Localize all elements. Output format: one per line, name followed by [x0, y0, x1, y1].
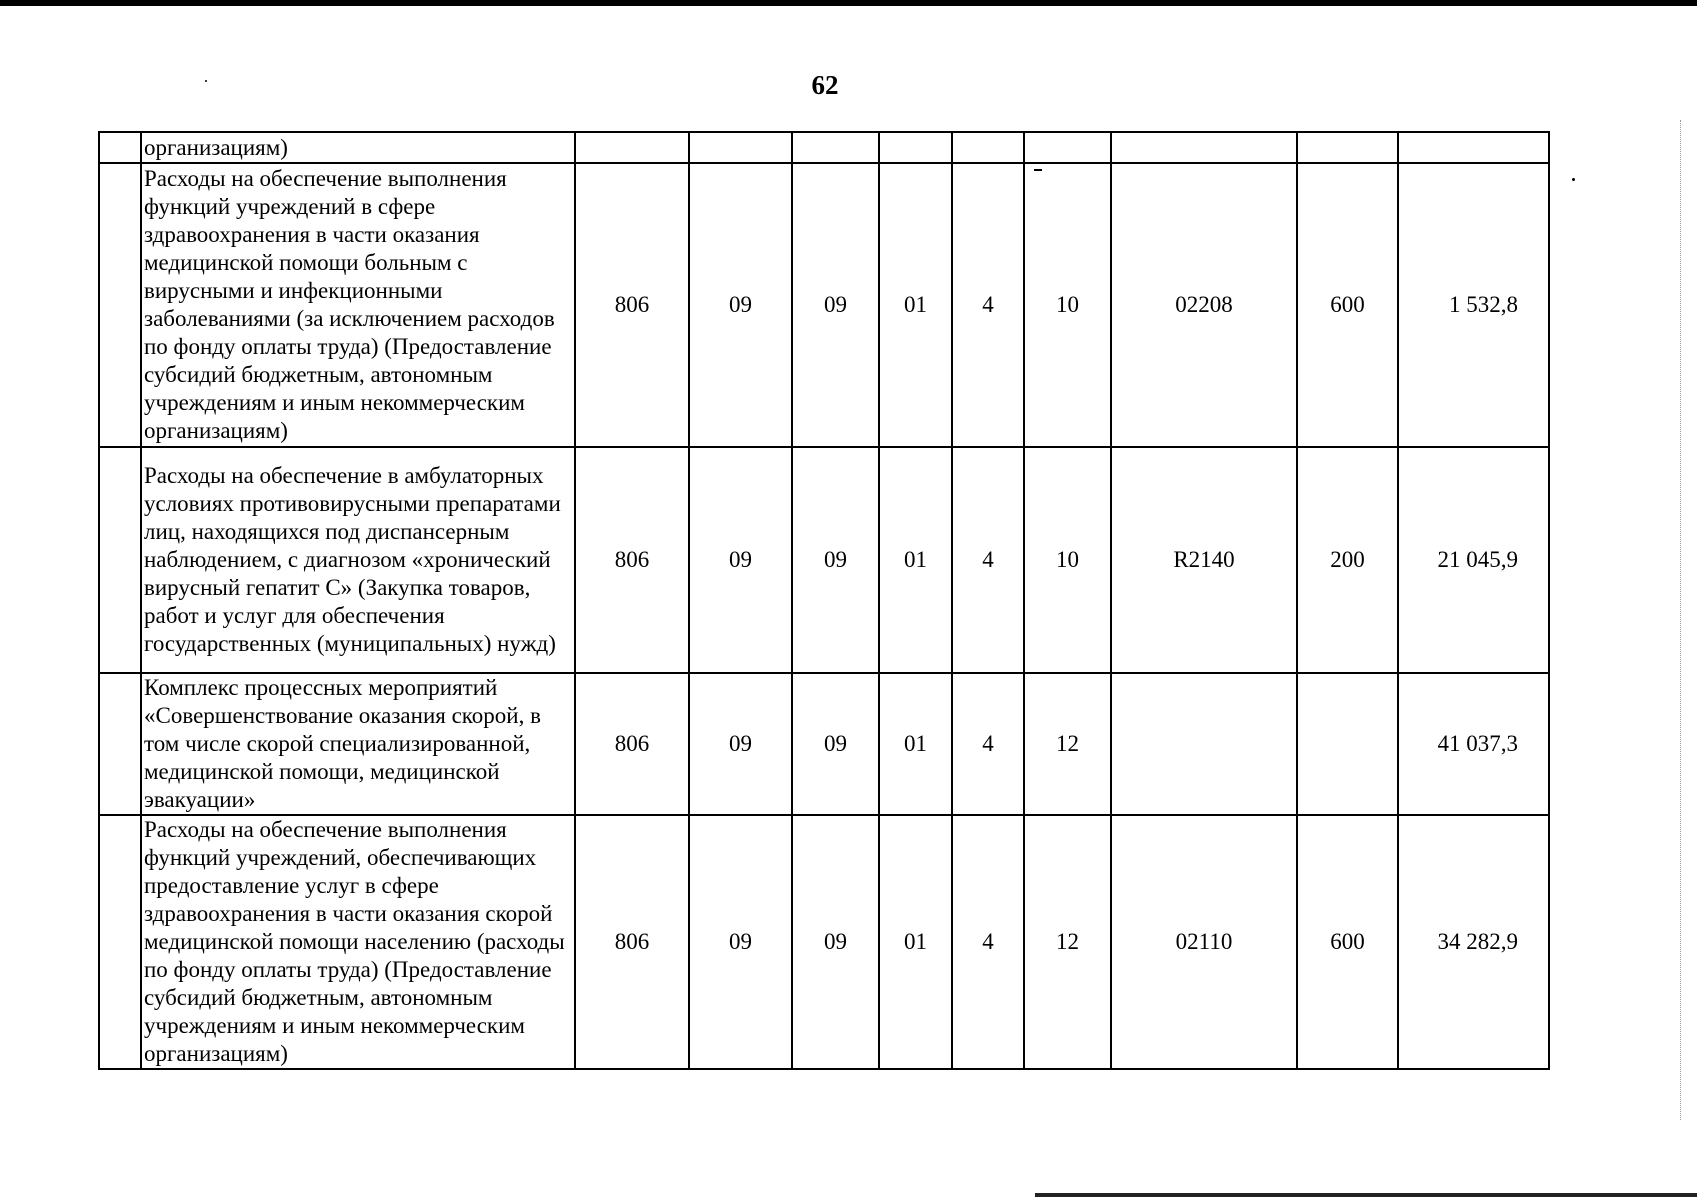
- program-code: 01: [879, 163, 952, 447]
- amount: 1 532,8: [1398, 163, 1549, 447]
- expense-type-code: 200: [1297, 447, 1398, 673]
- table-row: [99, 132, 1549, 163]
- row-description: Расходы на обеспечение выполнения функций учреждений, обеспечивающих предоставление услуг в сфере здравоохранения в части оказания скорой медицинской помощи населению (расходы по фонду оплаты труда) (Предоставление субсидий бюджетным, автономным учреждениям и иным некоммерческим организациям): [141, 815, 575, 1069]
- direction-code: [1111, 673, 1297, 815]
- program-type-code: 4: [952, 163, 1024, 447]
- budget-table: [98, 131, 1550, 1070]
- ministry-code: 806: [575, 447, 689, 673]
- ministry-code: [575, 132, 689, 163]
- row-description: Комплекс процессных мероприятий «Совершенствование оказания скорой, в том числе скорой специализированной, медицинской помощи, медицинской эвакуации»: [141, 673, 575, 815]
- section-code: 09: [689, 673, 792, 815]
- table-row: [99, 673, 1549, 815]
- scan-right-edge: [1680, 120, 1683, 1120]
- program-code: 01: [879, 815, 952, 1069]
- program-type-code: 4: [952, 673, 1024, 815]
- row-description: Расходы на обеспечение в амбулаторных условиях противовирусными препаратами лиц, находящихся под диспансерным наблюдением, с диагнозом «хронический вирусный гепатит С» (Закупка товаров, работ и услуг для обеспечения государственных (муниципальных) нужд): [141, 447, 575, 673]
- subprogram-code: [1024, 132, 1111, 163]
- subsection-code: 09: [792, 673, 879, 815]
- table-row: [99, 815, 1549, 1069]
- page-number: 62: [811, 70, 839, 100]
- section-code: [689, 132, 792, 163]
- subsection-code: 09: [792, 447, 879, 673]
- subsection-code: [792, 132, 879, 163]
- amount: 34 282,9: [1398, 815, 1549, 1069]
- direction-code: 02208: [1111, 163, 1297, 447]
- table-row: [99, 163, 1549, 447]
- amount: 21 045,9: [1398, 447, 1549, 673]
- amount: [1398, 132, 1549, 163]
- direction-code: R2140: [1111, 447, 1297, 673]
- subprogram-code: 10: [1024, 447, 1111, 673]
- subsection-code: 09: [792, 163, 879, 447]
- scan-top-border: [0, 0, 1697, 6]
- ministry-code: 806: [575, 815, 689, 1069]
- direction-code: [1111, 132, 1297, 163]
- row-description: организациям): [141, 132, 575, 163]
- ministry-code: 806: [575, 673, 689, 815]
- scan-speck: [1572, 178, 1575, 181]
- program-type-code: 4: [952, 447, 1024, 673]
- subprogram-code: 10: [1024, 163, 1111, 447]
- scan-bottom-border: [1035, 1193, 1697, 1197]
- table-row: [99, 447, 1549, 673]
- row-index: [99, 132, 141, 163]
- subprogram-code: 12: [1024, 815, 1111, 1069]
- subprogram-code: 12: [1024, 673, 1111, 815]
- section-code: 09: [689, 815, 792, 1069]
- section-code: 09: [689, 163, 792, 447]
- section-code: 09: [689, 447, 792, 673]
- expense-type-code: [1297, 132, 1398, 163]
- program-type-code: [952, 132, 1024, 163]
- amount: 41 037,3: [1398, 673, 1549, 815]
- ministry-code: 806: [575, 163, 689, 447]
- program-code: [879, 132, 952, 163]
- expense-type-code: 600: [1297, 163, 1398, 447]
- row-index: [99, 447, 141, 673]
- row-description: Расходы на обеспечение выполнения функций учреждений в сфере здравоохранения в части оказания медицинской помощи больным с вирусными и инфекционными заболеваниями (за исключением расходов по фонду оплаты труда) (Предоставление субсидий бюджетным, автономным учреждениям и иным некоммерческим организациям): [141, 163, 575, 447]
- row-index: [99, 815, 141, 1069]
- program-type-code: 4: [952, 815, 1024, 1069]
- row-index: [99, 673, 141, 815]
- row-index: [99, 163, 141, 447]
- scan-dash-mark: [1034, 169, 1042, 171]
- expense-type-code: 600: [1297, 815, 1398, 1069]
- program-code: 01: [879, 447, 952, 673]
- program-code: 01: [879, 673, 952, 815]
- expense-type-code: [1297, 673, 1398, 815]
- subsection-code: 09: [792, 815, 879, 1069]
- direction-code: 02110: [1111, 815, 1297, 1069]
